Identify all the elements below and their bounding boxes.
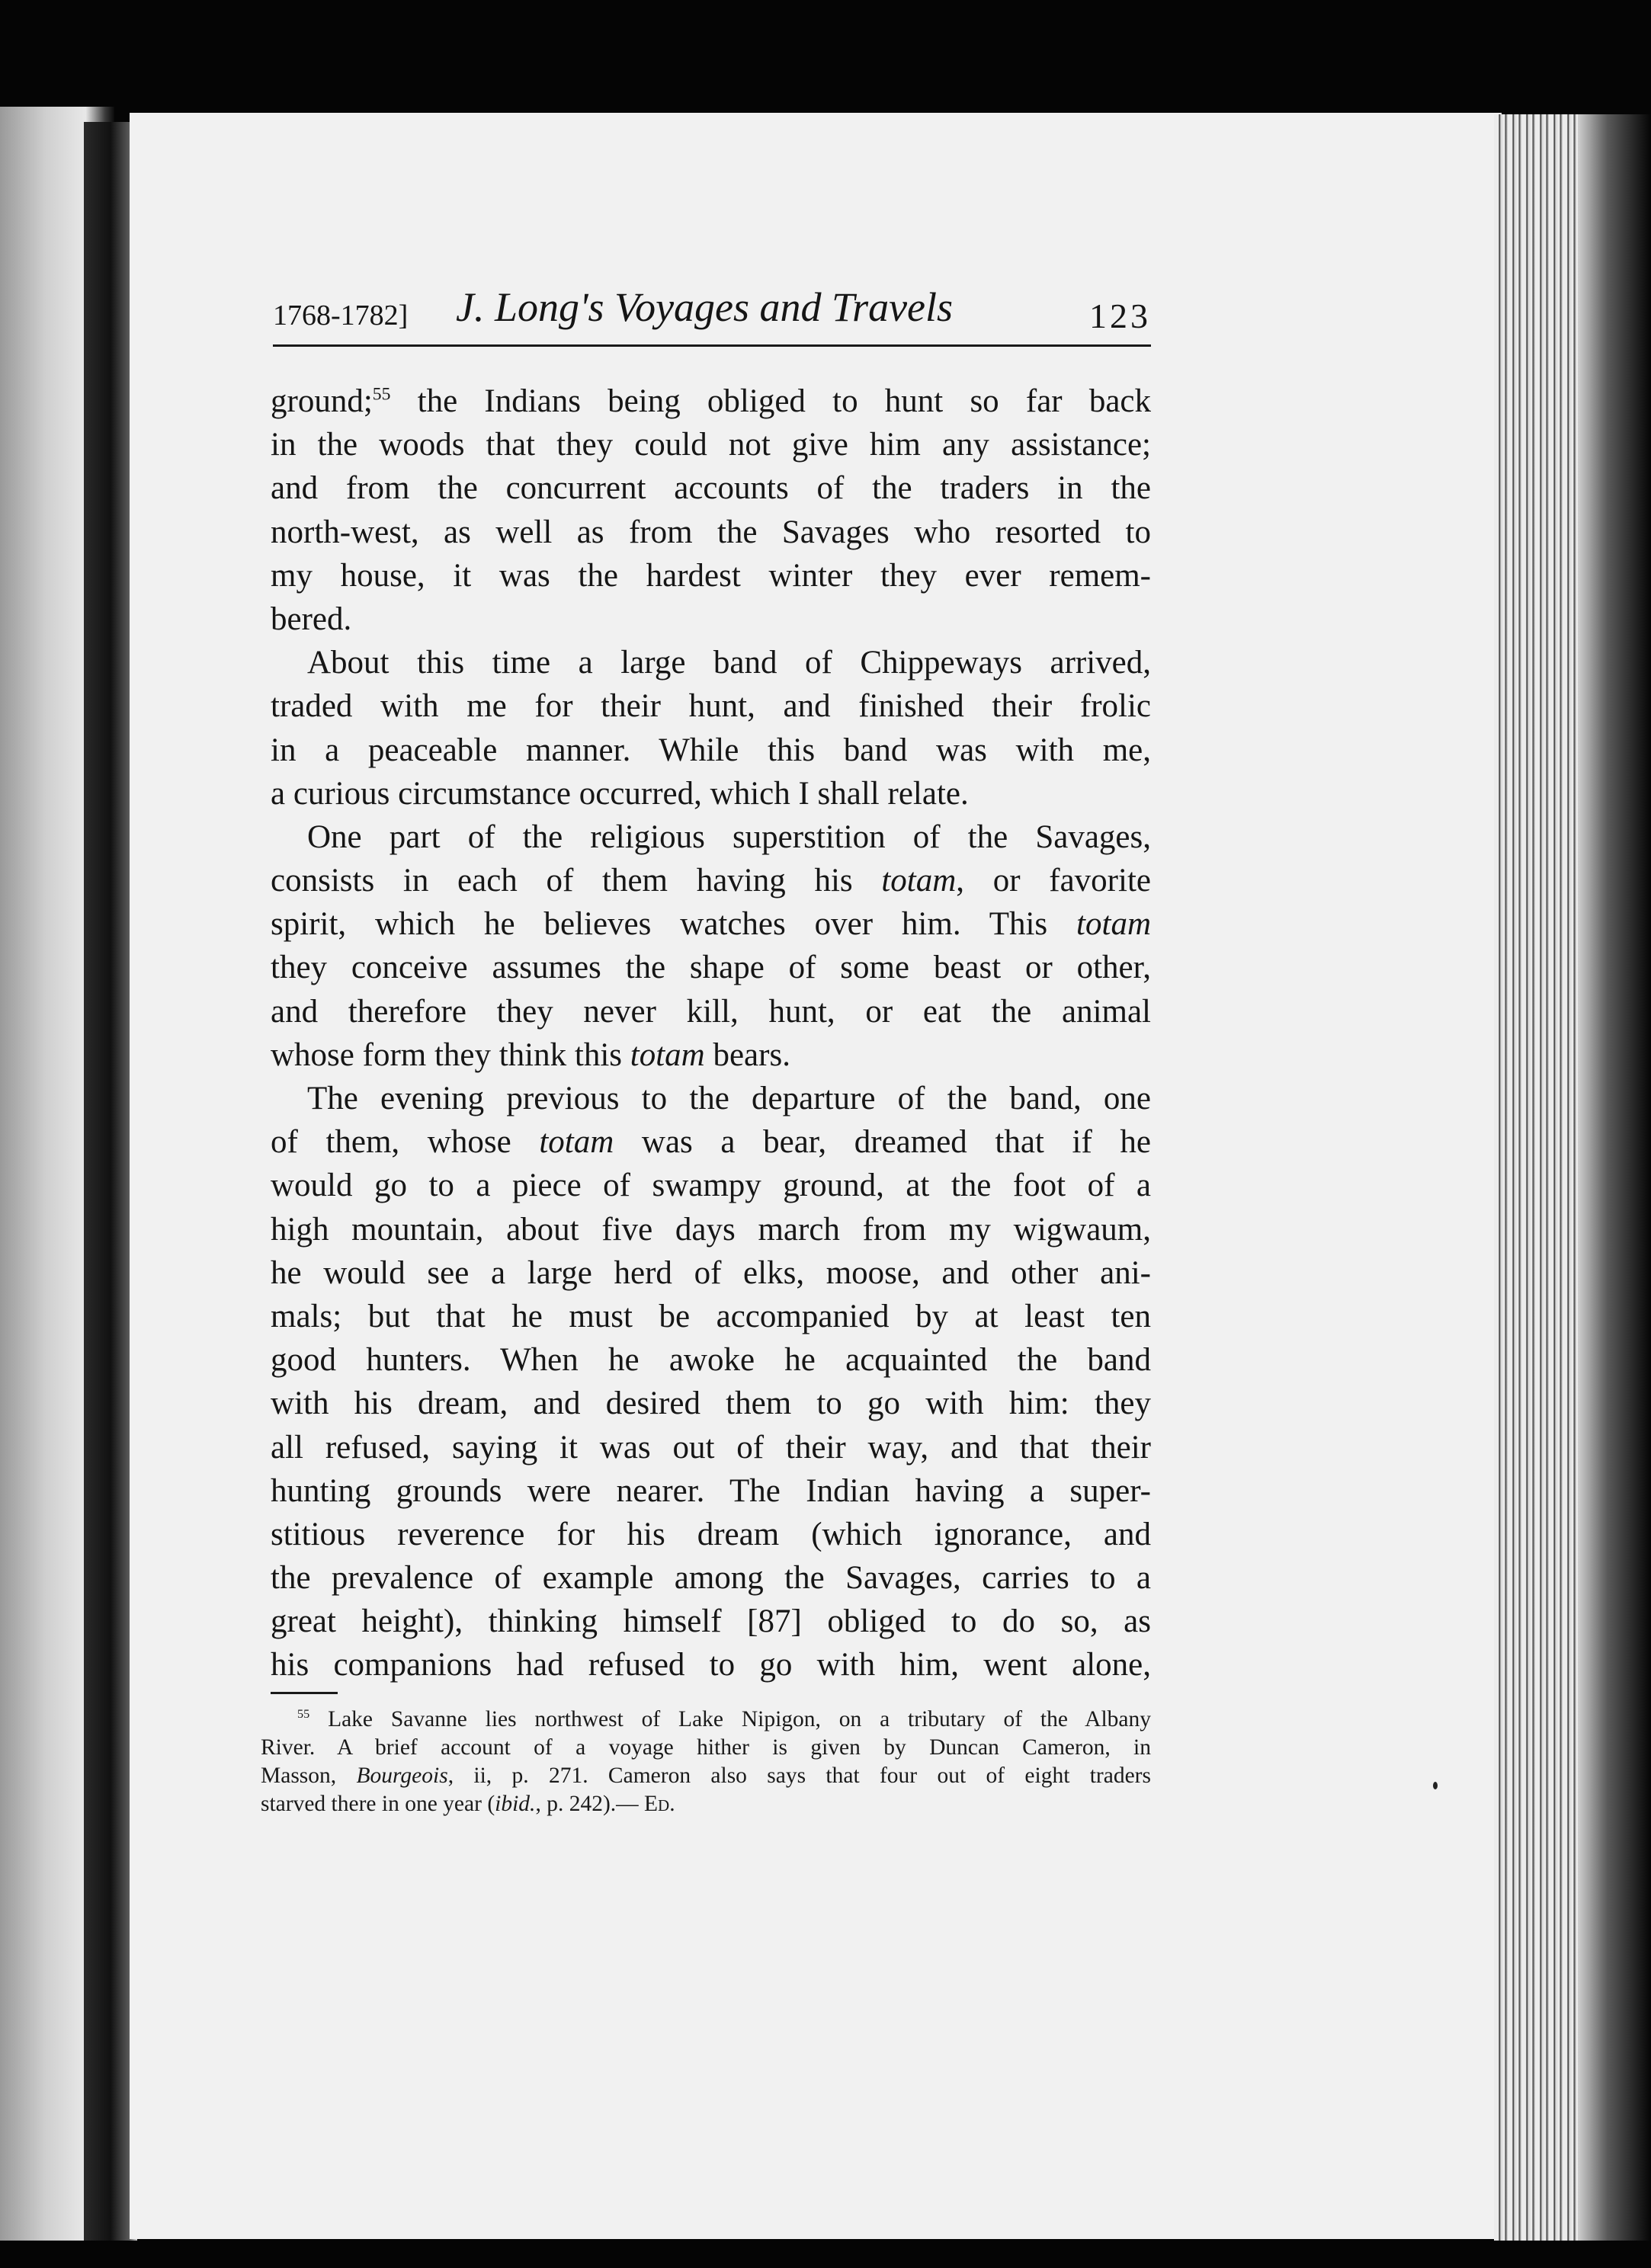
running-head	[273, 284, 1151, 347]
text-line: great height), thinking himself [87] obliged to do so, as	[271, 1603, 1151, 1640]
text-line: his companions had refused to go with him, went alone,	[271, 1647, 1151, 1683]
text-line: and from the concurrent accounts of the traders in the	[271, 470, 1151, 507]
text-line: my house, it was the hardest winter they ever remem-	[271, 557, 1151, 594]
text-line	[271, 902, 1151, 946]
text-line: north-west, as well as from the Savages who resorted to	[271, 514, 1151, 550]
page-stack-shadow	[1578, 114, 1651, 2241]
text-line: stitious reverence for his dream (which ignorance, and	[271, 1516, 1151, 1552]
italic-term: totam	[630, 1036, 705, 1073]
text-line: they conceive assumes the shape of some beast or other,	[271, 950, 1151, 986]
text-segment: , p. 242).—	[535, 1792, 645, 1816]
italic-title: ibid.	[495, 1792, 536, 1816]
text-line: bered.	[271, 601, 352, 637]
text-line: in a peaceable manner. While this band was with me,	[271, 732, 1151, 768]
text-line: About this time a large band of Chippeways arrived,	[307, 645, 1151, 681]
running-head-dates: 1768-1782]	[273, 300, 409, 332]
text-line	[271, 859, 1151, 902]
text-segment: Lake Savanne lies northwest of Lake Nipigon, on a tributary of the Albany	[309, 1707, 1151, 1731]
italic-term: totam	[881, 863, 957, 899]
text-line: One part of the religious superstition of the Savages,	[307, 818, 1151, 855]
text-segment: ground;	[271, 383, 373, 419]
footnote-line	[261, 1734, 1151, 1762]
text-segment: whose form they think this	[271, 1036, 630, 1073]
italic-title: Bourgeois	[356, 1763, 448, 1788]
text-line	[271, 1120, 1151, 1164]
text-line: would go to a piece of swampy ground, at the foot of a	[271, 1168, 1151, 1204]
italic-term: totam	[1076, 906, 1151, 943]
footnote-reference: 55	[372, 384, 391, 405]
text-line: good hunters. When he awoke he acquainted the band	[271, 1342, 1151, 1379]
text-line: a curious circumstance occurred, which I shall relate.	[271, 775, 969, 812]
scan-speck	[1433, 1782, 1438, 1789]
text-line: hunting grounds were nearer. The Indian having a super-	[271, 1472, 1151, 1509]
footnote-line	[261, 1790, 1151, 1818]
footnote-rule	[271, 1692, 338, 1694]
footnote-mark: 55	[297, 1707, 310, 1722]
text-segment: bears.	[704, 1036, 790, 1073]
text-line: mals; but that he must be accompanied by at least ten	[271, 1298, 1151, 1334]
text-line: and therefore they never kill, hunt, or eat the animal	[271, 993, 1151, 1030]
text-line: traded with me for their hunt, and finished their frolic	[271, 688, 1151, 725]
text-line: high mountain, about five days march from my wigwaum,	[271, 1211, 1151, 1248]
text-line: The evening previous to the departure of the band, one	[307, 1081, 1151, 1116]
footnotes	[261, 1706, 1151, 1818]
text-segment: River. A brief account of a voyage hither is given by Duncan Cameron, in	[261, 1735, 1151, 1760]
page-number: 123	[1089, 296, 1151, 335]
text-segment: of them, whose	[271, 1124, 540, 1161]
text-line	[271, 1033, 1151, 1077]
editor-mark: Ed.	[644, 1792, 675, 1816]
text-line	[271, 380, 1151, 423]
text-segment: was a bear, dreamed that if he	[614, 1124, 1151, 1161]
text-line: all refused, saying it was out of their way, and that their	[271, 1429, 1151, 1466]
body-text	[271, 380, 1151, 1687]
text-segment: spirit, which he believes watches over him. This	[271, 906, 1077, 943]
italic-term: totam	[539, 1124, 614, 1161]
text-segment: consists in each of them having his	[271, 863, 882, 899]
text-line: he would see a large herd of elks, moose, and other ani-	[271, 1254, 1151, 1291]
text-segment: the Indians being obliged to hunt so far back	[390, 383, 1151, 419]
text-segment: starved there in one year (	[261, 1792, 495, 1816]
text-line: with his dream, and desired them to go with him: they	[271, 1385, 1151, 1422]
text-segment: Masson,	[261, 1763, 357, 1788]
running-head-title: J. Long's Voyages and Travels	[456, 284, 954, 330]
footnote-line	[261, 1762, 1151, 1790]
text-segment: , or favorite	[956, 863, 1151, 899]
text-segment: , ii, p. 271. Cameron also says that four out of eight traders	[447, 1763, 1151, 1788]
text-line: the prevalence of example among the Savages, carries to a	[271, 1560, 1151, 1597]
footnote-line	[261, 1706, 1151, 1734]
text-line: in the woods that they could not give him any assistance;	[271, 427, 1151, 463]
